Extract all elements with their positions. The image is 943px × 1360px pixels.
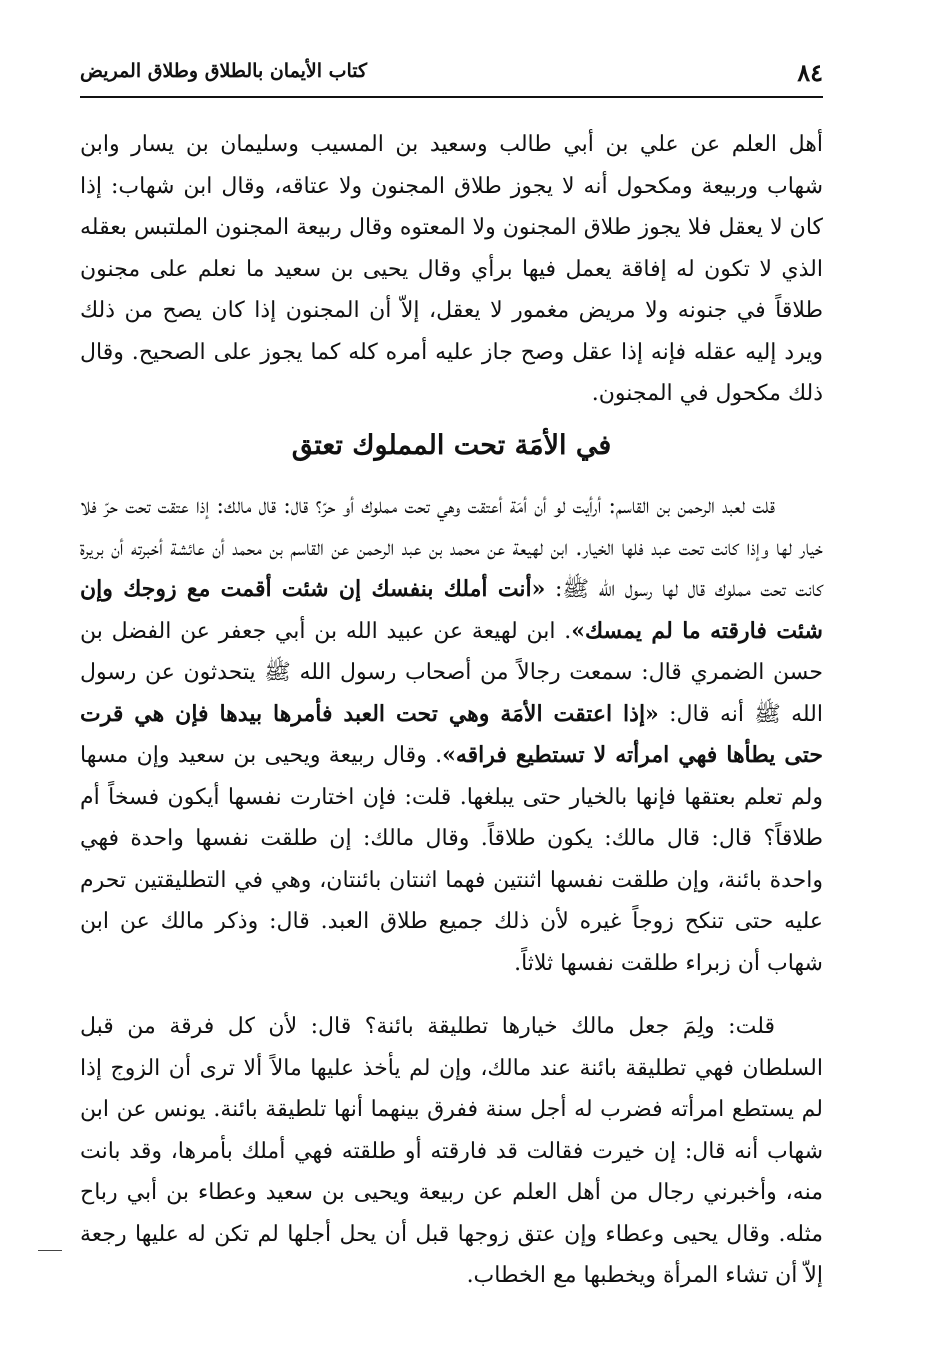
paragraph-2-text-c: . وقال ربيعة ويحيى بن سعيد وإن مسها ولم تعلم بعتقها فإنها بالخيار حتى يبلغها. قلت: فإن اختارت نفسها أيكون فسخاً أم طلاقاً؟ قال: قال مالك: يكون طلاقاً. وقال مالك: إن طلقت نفسها واحدة فهي واحدة بائنة، وإن طلقت نفسها اثنتين فهما اثنتان بائنتان، وهي في التطليقتين تحرم عليه حتى تنكح زوجاً غيره لأن ذلك جميع طلاق العبد. قال: وذكر مالك عن ابن شهاب أن زبراء طلقت نفسها ثلاثاً. — [80, 743, 823, 976]
page-header — [80, 48, 823, 90]
margin-mark — [38, 1250, 62, 1251]
section-heading: في الأمَة تحت المملوك تعتق — [291, 430, 612, 461]
page-number: ٨٤ — [797, 58, 823, 87]
header-rule — [80, 96, 823, 98]
paragraph-3: قلت: ولِمَ جعل مالك خيارها تطليقة بائنة؟ قال: لأن كل فرقة من قبل السلطان فهي تطليقة بائنة عند مالك، وإن لم يأخذ عليها مالاً ألا ترى أن الزوج إذا لم يستطع امرأته فضرب له أجل سنة ففرق بينهما أنها تلطيقة بائنة. يونس عن ابن شهاب أنه قال: إن خيرت فقالت قد فارقته أو طلقته فهي أملك بأمرها، وقد بانت منه، وأخبرني رجال من أهل العلم عن ربيعة ويحيى بن سعيد وعطاء بن أبي رباح مثله. وقال يحيى وعطاء وإن عتق زوجها قبل أن يحل أجلها لم تكن له عليها رجعة إلاّ أن تشاء المرأة ويخطبها مع الخطاب. — [80, 1014, 823, 1288]
hadith-quote-2: «إذا اعتقت الأمَة وهي تحت العبد فأمرها بيدها فإن هي قرت حتى يطأها فهي امرأته لا تستطيع فراقه» — [80, 700, 823, 768]
paragraph-2 — [80, 486, 823, 984]
paragraph-1: أهل العلم عن علي بن أبي طالب وسعيد بن المسيب وسليمان بن يسار وابن شهاب وربيعة ومكحول أنه لا يجوز طلاق المجنون ولا عتاقه، وقال ابن شهاب: إذا كان لا يعقل فلا يجوز طلاق المجنون ولا المعتوه وقال ربيعة المجنون الملتبس بعقله الذي لا تكون له إفاقة يعمل فيها برأي وقال يحيى بن سعيد ما نعلم على مجنون طلاقاً في جنونه ولا مريض مغمور لا يعقل، إلاّ أن المجنون إذا كان يصح من ذلك ويرد إليه عقله فإنه إذا عقل وصح جاز عليه أمره كله كما يجوز على الصحيح. وقال ذلك مكحول في المجنون. — [80, 132, 824, 406]
running-title: كتاب الأيمان بالطلاق وطلاق المريض — [80, 60, 368, 82]
hadith-quote-1: «أنت أملك بنفسك إن شئت أقمت مع زوجك وإن شئت فارقته ما لم يمسك» — [80, 576, 823, 644]
paragraph-2-text-b: . ابن لهيعة عن عبيد الله بن أبي جعفر عن الفضل بن حسن الضمري قال: سمعت رجالاً من أصحاب رسول الله ﷺ يتحدثون عن رسول الله ﷺ أنه قال: — [80, 618, 823, 727]
paragraph-2-text-a: قلت لعبد الرحمن بن القاسم: أرأيت لو أن أمَة أعتقت وهي تحت مملوك أو حرّ؟ قال: قال مالك: إذا عتقت تحت حرّ فلا خيار لها وإذا كانت تحت عبد فلها الخيار. ابن لهيعة عن محمد بن عبد الرحمن عن القاسم بن محمد أن عائشة أخبرته أن بريرة كانت تحت مملوك قال لها رسول الله ﷺ: — [80, 494, 823, 602]
